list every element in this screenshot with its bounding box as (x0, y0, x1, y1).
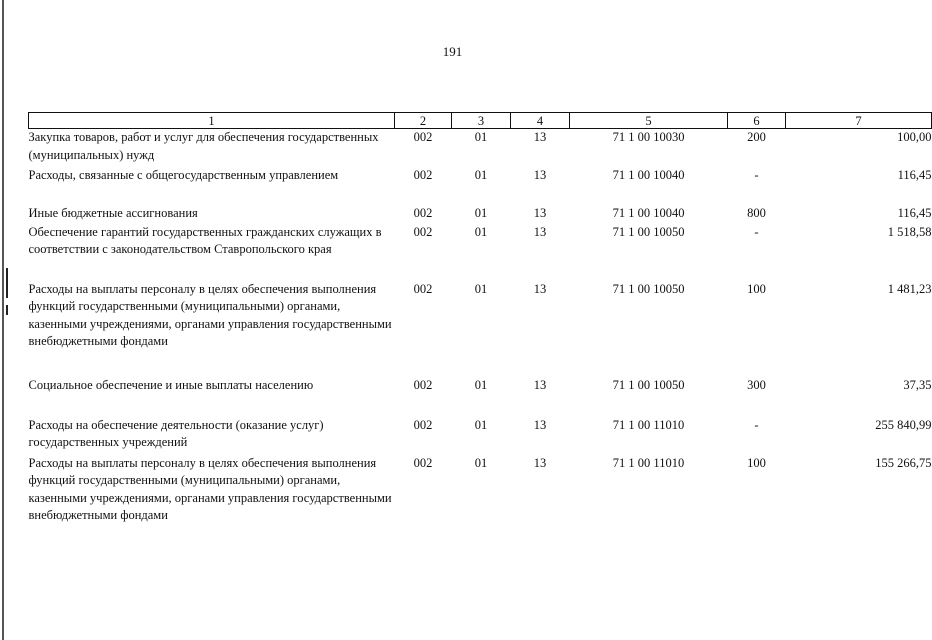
row-podrazdel: 13 (533, 205, 547, 220)
table-row (29, 455, 932, 551)
table-row (29, 205, 932, 224)
row-vedomstvo: 002 (413, 224, 433, 239)
row-podrazdel: 13 (533, 377, 547, 392)
row-csr: 71 1 00 10030 (612, 130, 685, 144)
row-amount: 1 481,23 (887, 281, 932, 296)
header-col-5: 5 (570, 113, 728, 129)
row-vedomstvo: 002 (413, 417, 433, 432)
header-col-4: 4 (511, 113, 570, 129)
row-vr: 100 (747, 281, 766, 296)
row-podrazdel: 13 (533, 417, 547, 432)
row-podrazdel: 13 (533, 455, 547, 470)
row-csr: 71 1 00 10050 (612, 224, 685, 239)
row-name: Обеспечение гарантий государственных гражданских служащих в соответствии с законодательством Ставропольского края (28, 224, 382, 256)
row-csr: 71 1 00 10040 (612, 167, 685, 182)
row-name: Иные бюджетные ассигнования (28, 205, 198, 220)
row-vr: 300 (747, 377, 766, 392)
row-vr: 200 (747, 130, 766, 144)
row-vr: 800 (747, 205, 766, 220)
scan-left-edge (2, 0, 4, 640)
row-vedomstvo: 002 (413, 455, 433, 470)
header-col-3: 3 (452, 113, 511, 129)
table-row (29, 281, 932, 377)
header-col-6: 6 (728, 113, 786, 129)
row-vedomstvo: 002 (413, 281, 433, 296)
page-number: 191 (442, 44, 463, 59)
header-col-1: 1 (29, 113, 395, 129)
row-vedomstvo: 002 (413, 167, 433, 182)
row-razdel: 01 (474, 417, 488, 432)
row-csr: 71 1 00 10040 (612, 205, 685, 220)
row-name: Социальное обеспечение и иные выплаты населению (28, 377, 314, 392)
row-razdel: 01 (474, 205, 488, 220)
row-podrazdel: 13 (533, 130, 547, 144)
table-row (29, 417, 932, 455)
table-body (29, 129, 932, 551)
row-podrazdel: 13 (533, 167, 547, 182)
row-amount: 116,45 (897, 167, 932, 182)
row-vedomstvo: 002 (413, 205, 433, 220)
row-amount: 100,00 (897, 130, 932, 144)
row-razdel: 01 (474, 455, 488, 470)
budget-table (28, 112, 932, 551)
table-row (29, 224, 932, 281)
row-csr: 71 1 00 10050 (612, 281, 685, 296)
header-col-2: 2 (395, 113, 452, 129)
row-name: Расходы на обеспечение деятельности (оказание услуг) государственных учреждений (28, 417, 324, 449)
row-amount: 1 518,58 (887, 224, 932, 239)
table-row (29, 377, 932, 417)
row-name: Расходы, связанные с общегосударственным управлением (28, 167, 339, 182)
row-vedomstvo: 002 (413, 130, 433, 144)
row-vedomstvo: 002 (413, 377, 433, 392)
table-row (29, 129, 932, 167)
row-vr: - (754, 224, 759, 239)
row-name: Закупка товаров, работ и услуг для обеспечения государственных (муниципальных) нужд (28, 130, 379, 162)
row-podrazdel: 13 (533, 224, 547, 239)
header-col-7: 7 (786, 113, 932, 129)
scan-mark (6, 268, 8, 298)
row-amount: 116,45 (897, 205, 932, 220)
row-csr: 71 1 00 11010 (612, 417, 685, 432)
row-amount: 255 840,99 (875, 417, 932, 432)
row-amount: 155 266,75 (875, 455, 932, 470)
table-header (29, 113, 932, 129)
scan-mark (6, 305, 8, 315)
row-razdel: 01 (474, 281, 488, 296)
table-row (29, 167, 932, 205)
row-razdel: 01 (474, 167, 488, 182)
row-razdel: 01 (474, 377, 488, 392)
row-csr: 71 1 00 10050 (612, 377, 685, 392)
row-name: Расходы на выплаты персоналу в целях обеспечения выполнения функций государственными (муниципальными) органами, казенными учреждениями, органами управления государственными внебюджетными фондами (28, 281, 392, 348)
header-row (29, 113, 932, 129)
row-vr: - (754, 167, 759, 182)
row-vr: 100 (747, 455, 766, 470)
row-razdel: 01 (474, 224, 488, 239)
row-vr: - (754, 417, 759, 432)
row-name: Расходы на выплаты персоналу в целях обеспечения выполнения функций государственными (муниципальными) органами, казенными учреждениями, органами управления государственными внебюджетными фондами (28, 455, 392, 522)
row-podrazdel: 13 (533, 281, 547, 296)
row-razdel: 01 (474, 130, 488, 144)
row-amount: 37,35 (903, 377, 932, 392)
row-csr: 71 1 00 11010 (612, 455, 685, 470)
